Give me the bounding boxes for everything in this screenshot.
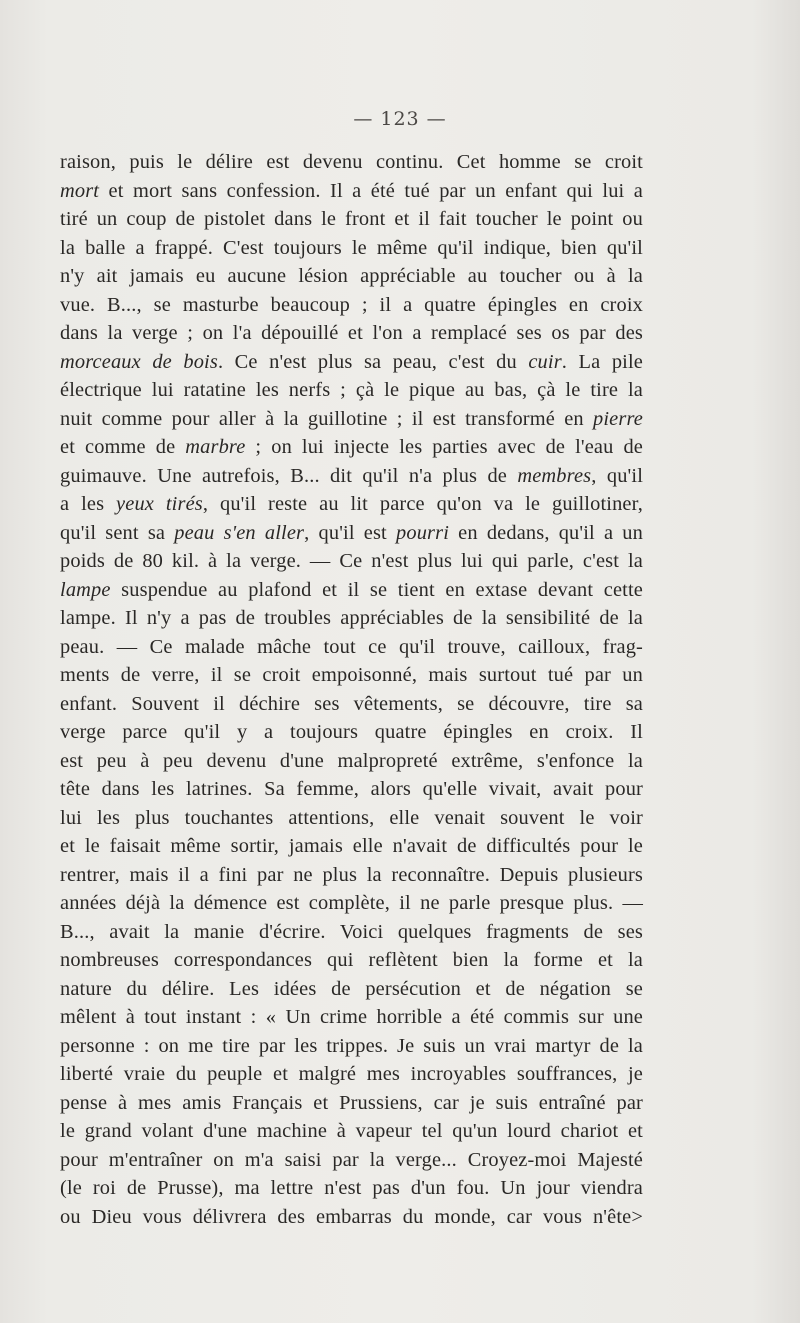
text-line: ments de verre, il se croit empoisonné, mais surtout tué par un	[60, 664, 643, 686]
text-line: nuit comme pour aller à la guillotine ; il est transformé en pierre	[60, 407, 643, 430]
body-paragraph	[60, 148, 643, 1231]
text-line: mort et mort sans confession. Il a été tué par un enfant qui lui a	[60, 179, 643, 202]
text-line: pour m'entraîner on m'a saisi par la verge... Croyez-moi Majesté	[60, 1148, 643, 1171]
text-line: tête dans les latrines. Sa femme, alors qu'elle vivait, avait pour	[60, 778, 643, 800]
text-line: tiré un coup de pistolet dans le front et il fait toucher le point ou	[60, 208, 643, 230]
text-line: guimauve. Une autrefois, B... dit qu'il n'a plus de membres, qu'il	[60, 464, 644, 487]
text-line: n'y ait jamais eu aucune lésion appréciable au toucher ou à la	[60, 265, 643, 287]
text-line: a les yeux tirés, qu'il reste au lit parce qu'on va le guillotiner,	[60, 493, 643, 515]
text-line: B..., avait la manie d'écrire. Voici quelques fragments de ses	[60, 920, 643, 943]
text-line: qu'il sent sa peau s'en aller, qu'il est pourri en dedans, qu'il a un	[60, 521, 643, 544]
text-line: pense à mes amis Français et Prussiens, car je suis entraîné par	[60, 1091, 643, 1114]
text-line: rentrer, mais il a fini par ne plus la reconnaître. Depuis plusieurs	[60, 863, 643, 886]
text-line: raison, puis le délire est devenu continu. Cet homme se croit	[60, 151, 643, 173]
text-line: et comme de marbre ; on lui injecte les parties avec de l'eau de	[60, 436, 643, 458]
page-number: — 123 —	[353, 108, 447, 130]
text-line: nature du délire. Les idées de persécution et de négation se	[60, 977, 643, 1000]
text-line: années déjà la démence est complète, il ne parle presque plus. —	[60, 892, 643, 914]
text-line: et le faisait même sortir, jamais elle n'avait de difficultés pour le	[60, 835, 643, 857]
text-line: poids de 80 kil. à la verge. — Ce n'est plus lui qui parle, c'est la	[60, 550, 643, 572]
text-line: lampe. Il n'y a pas de troubles appréciables de la sensibilité de la	[60, 607, 643, 629]
text-line: lampe suspendue au plafond et il se tient en extase devant cette	[60, 578, 643, 601]
text-line: verge parce qu'il y a toujours quatre épingles en croix. Il	[60, 721, 643, 743]
text-line: liberté vraie du peuple et malgré mes incroyables souffrances, je	[60, 1063, 643, 1085]
text-line: enfant. Souvent il déchire ses vêtements, se découvre, tire sa	[60, 692, 643, 715]
text-line: vue. B..., se masturbe beaucoup ; il a quatre épingles en croix	[60, 293, 643, 316]
text-line: la balle a frappé. C'est toujours le même qu'il indique, bien qu'il	[60, 236, 643, 259]
text-line: électrique lui ratatine les nerfs ; çà le pique au bas, çà le tire la	[60, 379, 643, 401]
text-line: est peu à peu devenu d'une malpropreté extrême, s'enfonce la	[60, 749, 643, 772]
text-line: nombreuses correspondances qui reflètent bien la forme et la	[60, 949, 643, 971]
text-line: mêlent à tout instant : « Un crime horrible a été commis sur une	[60, 1006, 643, 1028]
text-line: peau. — Ce malade mâche tout ce qu'il trouve, cailloux, frag-	[60, 635, 643, 658]
text-line: (le roi de Prusse), ma lettre n'est pas d'un fou. Un jour viendra	[60, 1177, 643, 1199]
text-line: le grand volant d'une machine à vapeur tel qu'un lourd chariot et	[60, 1120, 643, 1142]
text-line: ou Dieu vous délivrera des embarras du monde, car vous n'ête>	[60, 1205, 643, 1228]
text-line: lui les plus touchantes attentions, elle venait souvent le voir	[60, 806, 643, 829]
text-line: morceaux de bois. Ce n'est plus sa peau, c'est du cuir. La pile	[60, 350, 643, 373]
text-line: dans la verge ; on l'a dépouillé et l'on a remplacé ses os par des	[60, 322, 643, 344]
text-line: personne : on me tire par les trippes. Je suis un vrai martyr de la	[60, 1034, 643, 1057]
